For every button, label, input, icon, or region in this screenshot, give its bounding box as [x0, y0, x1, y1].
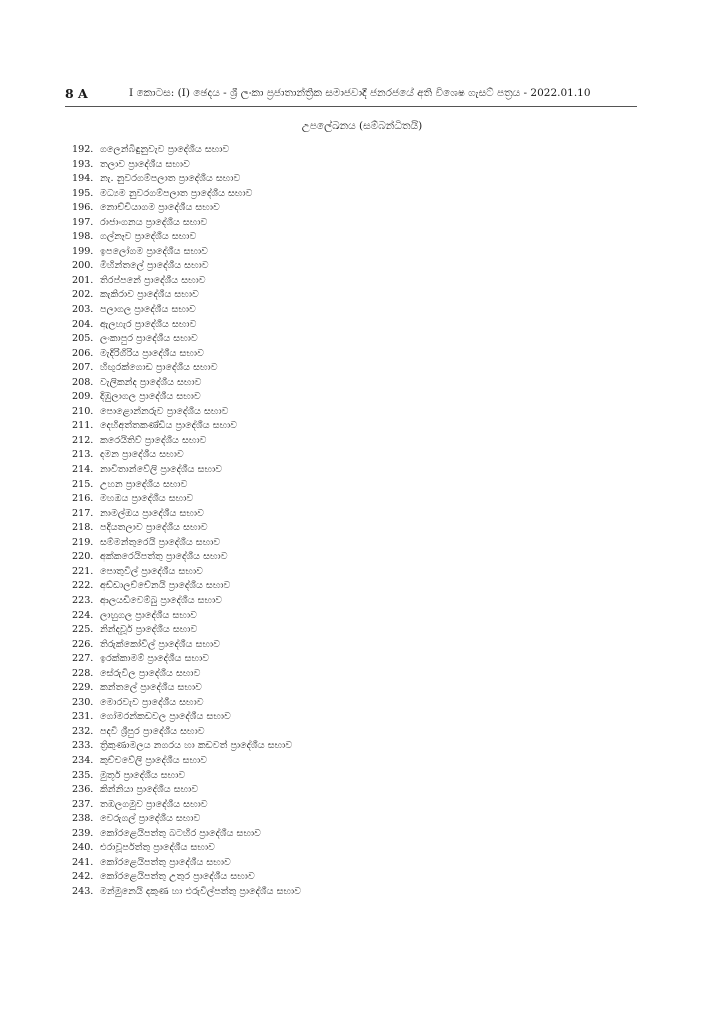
list-item-name: රාජාංගනය ප්‍රාදේශීය සභාව [100, 216, 208, 228]
list-item-name: පදවි ශ්‍රීපුර ප්‍රාදේශීය සභාව [100, 725, 205, 737]
list-item [72, 783, 632, 798]
list-item [72, 172, 632, 187]
list-item-number: 217. [72, 507, 94, 519]
list-item-number: 212. [72, 434, 94, 446]
list-item-name: ඇලහැර ප්‍රාදේශීය සභාව [100, 318, 197, 330]
list-item [72, 245, 632, 260]
list-item-name: ගලෙන්බිඳුනුවැව ප්‍රාදේශීය සභාව [100, 144, 230, 155]
list-item [72, 710, 632, 725]
list-item-name: අක්කරෙයිපත්තු ප්‍රාදේශීය සභාව [100, 551, 228, 563]
list-item-number: 208. [72, 376, 94, 388]
list-item-number: 242. [72, 871, 94, 883]
list-item-name: කෝරළෙයිපත්තු ප්‍රාදේශීය සභාව [100, 856, 231, 868]
list-item-number: 210. [72, 405, 94, 417]
list-item-name: කන්තලේ ප්‍රාදේශීය සභාව [100, 682, 203, 694]
list-item-number: 209. [72, 391, 94, 403]
gazette-header-title: I කොටස: (I) ඡෙදය - ශ්‍රී ලංකා ප්‍රජාතාන්ත්‍රික සමාජවාදී ජනරජයේ අති විශෙෂ ගැසට් පත්‍රය - 2022.01.10 [129, 87, 591, 99]
list-item-number: 220. [72, 551, 94, 563]
list-item [72, 158, 632, 173]
list-item [72, 318, 632, 333]
council-list [72, 143, 632, 899]
list-item [72, 565, 632, 580]
list-item-number: 207. [72, 362, 94, 374]
list-item-number: 200. [72, 260, 94, 272]
list-item [72, 609, 632, 624]
list-item-name: දෙහිඅත්තකණ්ඩිය ප්‍රාදේශීය සභාව [100, 420, 238, 432]
list-item-number: 232. [72, 725, 94, 737]
list-item [72, 696, 632, 711]
list-item-name: දමන ප්‍රාදේශීය සභාව [100, 449, 184, 461]
list-item [72, 448, 632, 463]
list-item-number: 197. [72, 216, 94, 228]
list-item-name: නාවිතාන්වේලි ප්‍රාදේශීය සභාව [100, 464, 223, 476]
list-item-name: කෝරළෙයිපත්තු උතුර ප්‍රාදේශීය සභාව [100, 871, 255, 883]
list-item [72, 550, 632, 565]
list-item-number: 215. [72, 478, 94, 490]
list-item-name: ලාහුගල ප්‍රාදේශීය සභාව [100, 609, 198, 621]
list-item [72, 259, 632, 274]
list-item-name: වෙරුගල් ප්‍රාදේශීය සභාව [100, 813, 201, 825]
list-item-name: ආලයඩිවෙම්බු ප්‍රාදේශීය සභාව [100, 594, 223, 606]
page-header [65, 86, 637, 106]
list-item [72, 230, 632, 245]
list-item-number: 213. [72, 449, 94, 461]
list-item-name: අඩ්ඩාලච්චේනයි ප්‍රාදේශීය සභාව [100, 580, 231, 592]
list-item-name: පලාගල ප්‍රාදේශීය සභාව [100, 304, 196, 316]
list-item-number: 231. [72, 711, 94, 723]
list-item-number: 227. [72, 653, 94, 665]
list-item-name: ගෝමරන්කඩවල ප්‍රාදේශීය සභාව [100, 711, 231, 723]
list-item-name: තලාව ප්‍රාදේශීය සභාව [100, 158, 190, 170]
list-item-number: 218. [72, 522, 94, 534]
list-item [72, 652, 632, 667]
list-item-name: මන්මුනෙයි දකුණ හා එරුවිල්පත්තු ප්‍රාදේශීය සභාව [100, 885, 302, 897]
list-item-number: 195. [72, 187, 94, 199]
list-item-name: මිහින්තලේ ප්‍රාදේශීය සභාව [100, 260, 209, 272]
list-item-name: ගල්නෑව ප්‍රාදේශීය සභාව [100, 231, 197, 243]
list-item-name: ත්‍රිකුණාමලය නගරය හා කඩවත් ප්‍රාදේශීය සභාව [100, 740, 293, 752]
list-item-number: 201. [72, 274, 94, 286]
list-item [72, 274, 632, 289]
list-item [72, 827, 632, 842]
list-item-number: 234. [72, 754, 94, 766]
list-item-name: නින්දවූර් ප්‍රාදේශීය සභාව [100, 624, 198, 636]
list-item-name: තිරුක්කෝවිල් ප්‍රාදේශීය සභාව [100, 638, 221, 650]
list-item [72, 187, 632, 202]
list-item-name: හිඟුරක්ගොඩ ප්‍රාදේශීය සභාව [100, 362, 218, 374]
list-item-number: 194. [72, 173, 94, 185]
list-item-name: ලංකාපුර ප්‍රාදේශීය සභාව [100, 333, 198, 345]
list-item-number: 241. [72, 856, 94, 868]
list-item [72, 419, 632, 434]
list-item [72, 841, 632, 856]
list-item [72, 623, 632, 638]
list-item-number: 223. [72, 594, 94, 606]
list-item [72, 201, 632, 216]
list-item-number: 224. [72, 609, 94, 621]
list-item-number: 193. [72, 158, 94, 170]
list-item-name: කරෙයිතිව් ප්‍රාදේශීය සභාව [100, 434, 207, 446]
list-item-name: තිරප්පනේ ප්‍රාදේශීය සභාව [100, 274, 206, 286]
list-item-number: 226. [72, 638, 94, 650]
list-item [72, 798, 632, 813]
schedule-title: උපලේඛනය (සම්බන්ධිතයි) [301, 120, 423, 132]
list-item-number: 206. [72, 347, 94, 359]
list-item [72, 754, 632, 769]
list-item [72, 521, 632, 536]
list-item [72, 579, 632, 594]
list-item-number: 199. [72, 245, 94, 257]
list-item [72, 361, 632, 376]
list-item-number: 230. [72, 696, 94, 708]
list-item-number: 219. [72, 536, 94, 548]
list-item-number: 221. [72, 565, 94, 577]
list-item-number: 229. [72, 682, 94, 694]
list-item [72, 667, 632, 682]
list-item [72, 347, 632, 362]
page-number: 8 A [65, 86, 88, 101]
list-item-name: පදියතලාව ප්‍රාදේශීය සභාව [100, 522, 208, 534]
list-item [72, 332, 632, 347]
list-item [72, 478, 632, 493]
list-item-number: 236. [72, 784, 94, 796]
list-item-number: 205. [72, 333, 94, 345]
list-item [72, 739, 632, 754]
list-item-name: උහන ප්‍රාදේශීය සභාව [100, 478, 188, 490]
list-item-name: නැ. නුවරගම්පලාත ප්‍රාදේශීය සභාව [100, 173, 241, 185]
list-item [72, 856, 632, 871]
list-item-number: 198. [72, 231, 94, 243]
list-item [72, 681, 632, 696]
list-item-number: 240. [72, 842, 94, 854]
list-item-number: 203. [72, 304, 94, 316]
list-item [72, 303, 632, 318]
list-item-name: ඉරක්කාමම් ප්‍රාදේශීය සභාව [100, 653, 210, 665]
list-item [72, 288, 632, 303]
list-item-number: 214. [72, 464, 94, 476]
list-item-number: 211. [72, 420, 94, 432]
list-item-name: තඹලගමුව ප්‍රාදේශීය සභාව [100, 798, 208, 810]
list-item [72, 725, 632, 740]
list-item-name: මොරවැව ප්‍රාදේශීය සභාව [100, 696, 204, 708]
list-item-number: 237. [72, 798, 94, 810]
list-item-name: කැකිරාව ප්‍රාදේශීය සභාව [100, 289, 199, 301]
list-item-name: ඉපලෝගම ප්‍රාදේශීය සභාව [100, 245, 209, 257]
list-item [72, 594, 632, 609]
list-item [72, 885, 632, 900]
list-item [72, 492, 632, 507]
list-item-name: සේරුවිල ප්‍රාදේශීය සභාව [100, 667, 201, 679]
list-item [72, 143, 632, 158]
list-item-name: කුච්චවේලි ප්‍රාදේශීය සභාව [100, 754, 208, 766]
header-divider [65, 106, 637, 107]
list-item [72, 463, 632, 478]
list-item-number: 216. [72, 493, 94, 505]
list-item [72, 812, 632, 827]
list-item [72, 870, 632, 885]
list-item-number: 225. [72, 624, 94, 636]
list-item-name: මැදිරිගිරිය ප්‍රාදේශීය සභාව [100, 347, 204, 359]
list-item-name: කින්නියා ප්‍රාදේශීය සභාව [100, 784, 199, 796]
list-item-name: මහඔය ප්‍රාදේශීය සභාව [100, 493, 194, 505]
list-item-number: 196. [72, 202, 94, 214]
list-item-number: 228. [72, 667, 94, 679]
list-item-name: මුතූර් ප්‍රාදේශීය සභාව [100, 769, 186, 781]
list-item-number: 235. [72, 769, 94, 781]
list-item-number: 243. [72, 885, 94, 897]
list-item [72, 434, 632, 449]
list-item-name: නාමල්ඔය ප්‍රාදේශීය සභාව [100, 507, 204, 519]
list-item-number: 202. [72, 289, 94, 301]
list-item-name: මධ්‍යම නුවරගම්පලාත ප්‍රාදේශීය සභාව [100, 187, 253, 199]
list-item-name: එරාවූර්පත්තු ප්‍රාදේශීය සභාව [100, 842, 216, 854]
list-item-name: දිඹුලාගල ප්‍රාදේශීය සභාව [100, 391, 201, 403]
list-item-name: පොළොන්නරුව ප්‍රාදේශීය සභාව [100, 405, 229, 417]
list-item-number: 192. [72, 144, 94, 155]
list-item-number: 239. [72, 827, 94, 839]
list-item [72, 769, 632, 784]
list-item [72, 536, 632, 551]
list-item-number: 238. [72, 813, 94, 825]
list-item-name: නොච්චියාගම ප්‍රාදේශීය සභාව [100, 202, 220, 214]
list-item [72, 216, 632, 231]
list-item-number: 233. [72, 740, 94, 752]
list-item-number: 222. [72, 580, 94, 592]
list-item [72, 405, 632, 420]
list-item [72, 507, 632, 522]
list-item [72, 390, 632, 405]
list-item [72, 376, 632, 391]
list-item [72, 638, 632, 653]
list-item-name: කෝරළෙයිපත්තු බටහිර ප්‍රාදේශීය සභාව [100, 827, 262, 839]
list-item-number: 204. [72, 318, 94, 330]
list-item-name: සම්මන්තුරෙයි ප්‍රාදේශීය සභාව [100, 536, 221, 548]
list-item-name: වැලිකන්ද ප්‍රාදේශීය සභාව [100, 376, 202, 388]
list-item-name: පොතුවිල් ප්‍රාදේශීය සභාව [100, 565, 203, 577]
